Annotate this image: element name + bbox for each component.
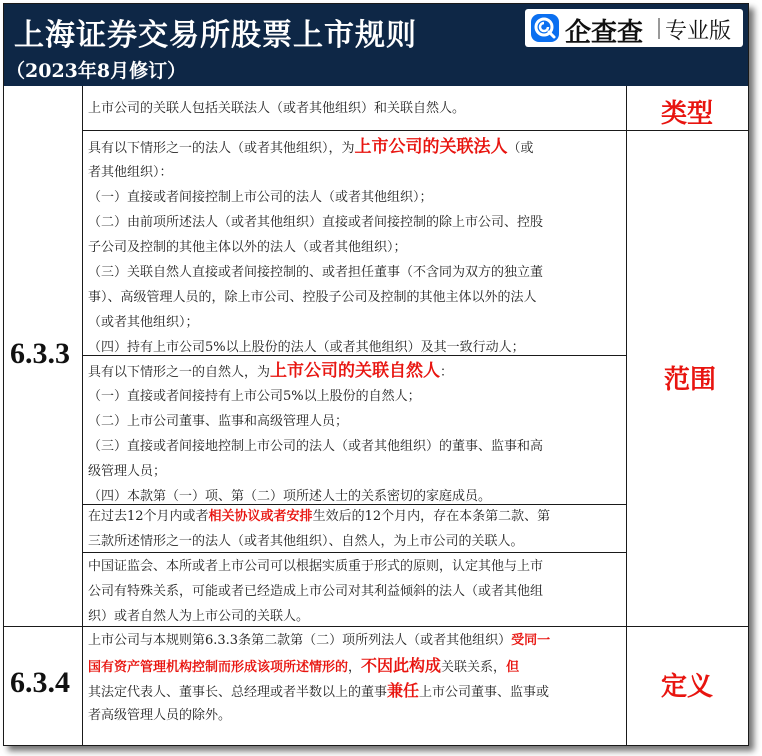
text-fragment: 关联关系， xyxy=(441,660,507,675)
text-fragment: ， xyxy=(348,660,362,675)
highlight-same-control: 受同一 xyxy=(511,633,551,648)
qichacha-logo-icon xyxy=(531,14,559,42)
row-divider xyxy=(82,130,748,131)
text-line xyxy=(88,653,624,678)
brand-badge xyxy=(525,9,743,47)
text-line: 级管理人员； xyxy=(88,464,167,479)
section-number-6-3-4: 6.3.4 xyxy=(10,666,70,699)
rules-card xyxy=(3,3,749,746)
text-line: （或者其他组织）； xyxy=(88,315,199,330)
text-line: 中国证监会、本所或者上市公司可以根据实质重于形式的原则，认定其他与上市 xyxy=(88,559,544,574)
header-banner xyxy=(4,4,748,86)
text-fragment: 具有以下情形之一的法人（或者其他组织），为 xyxy=(88,141,355,156)
page-title: 上海证券交易所股票上市规则 xyxy=(14,18,417,53)
cell-csrc-determination xyxy=(88,554,624,629)
text-fragment: 在过去12个月内或者 xyxy=(88,509,209,524)
text-line xyxy=(88,135,624,160)
brand-divider xyxy=(658,18,660,39)
text-line: 织）或者自然人为上市公司的关联人。 xyxy=(88,609,310,624)
text-fragment: 生效后的12个月内，存在本条第二款、第 xyxy=(312,509,551,524)
highlight-not-related: 不因此构成 xyxy=(361,656,442,675)
cell-related-natural-person xyxy=(88,359,624,509)
text-line: 子公司及控制的其他主体以外的法人（或者其他组织）； xyxy=(88,240,407,255)
highlight-concurrent: 兼任 xyxy=(387,681,420,700)
section-number-6-3-3: 6.3.3 xyxy=(10,337,70,370)
text-line: （四）持有上市公司5%以上股份的法人（或者其他组织）及其一致行动人； xyxy=(88,340,525,355)
text-line: （三）关联自然人直接或者间接控制的、或者担任董事（不含同为双方的独立董 xyxy=(88,265,544,280)
tag-type: 类型 xyxy=(661,99,714,129)
brand-name: 企查查 xyxy=(565,18,644,48)
text-fragment: 具有以下情形之一的自然人，为 xyxy=(88,365,271,380)
text-line: 公司有特殊关系，可能或者已经造成上市公司对其利益倾斜的法人（或者其他组 xyxy=(88,584,544,599)
text-line: （一）直接或者间接控制上市公司的法人（或者其他组织）； xyxy=(88,190,433,205)
brand-edition: 专业版 xyxy=(665,19,732,44)
text-line: （四）本款第（一）项、第（二）项所述人士的关系密切的家庭成员。 xyxy=(88,489,492,504)
text-line: 三款所述情形之一的法人（或者其他组织）、自然人，为上市公司的关联人。 xyxy=(88,534,524,549)
col-divider-left xyxy=(82,86,83,745)
text-line: 者高级管理人员的除外。 xyxy=(88,708,232,723)
text-fragment: ： xyxy=(440,365,454,380)
tag-definition: 定义 xyxy=(661,672,714,702)
text-line: （一）直接或者间接持有上市公司5%以上股份的自然人； xyxy=(88,389,421,404)
text-fragment: 上市公司与本规则第6.3.3条第二款第（二）项所列法人（或者其他组织） xyxy=(88,633,512,648)
highlight-agreement: 相关协议或者安排 xyxy=(208,509,313,524)
highlight-same-control: 国有资产管理机构控制而形成该项所述情形的 xyxy=(88,660,349,675)
text-line: （二）上市公司董事、监事和高级管理人员； xyxy=(88,414,349,429)
text-line xyxy=(88,628,624,653)
text-line: 者其他组织）： xyxy=(88,165,173,180)
text-fragment: 上市公司董事、监事或 xyxy=(419,685,550,700)
cell-related-party-types xyxy=(88,96,624,121)
page-subtitle: （2023年8月修订） xyxy=(6,60,187,82)
text-fragment: （或 xyxy=(507,141,534,156)
cell-exception-6-3-4 xyxy=(88,628,624,728)
cell-related-legal-person xyxy=(88,135,624,360)
highlight-but: 但 xyxy=(506,660,520,675)
text-line: （二）由前项所述法人（或者其他组织）直接或者间接控制的除上市公司、控股 xyxy=(88,215,544,230)
text-fragment: 其法定代表人、董事长、总经理或者半数以上的董事 xyxy=(88,685,388,700)
text-line xyxy=(88,504,624,529)
highlight-related-natural-person: 上市公司的关联自然人 xyxy=(270,361,441,381)
text-line: 上市公司的关联人包括关联法人（或者其他组织）和关联自然人。 xyxy=(88,101,466,116)
highlight-related-legal-person: 上市公司的关联法人 xyxy=(354,137,508,157)
text-line xyxy=(88,678,624,703)
cell-past-12-months xyxy=(88,504,624,554)
tag-scope: 范围 xyxy=(664,365,717,395)
text-line: （三）直接或者间接地控制上市公司的法人（或者其他组织）的董事、监事和高 xyxy=(88,439,544,454)
text-line xyxy=(88,359,624,384)
text-line: 事）、高级管理人员的，除上市公司、控股子公司及控制的其他主体以外的法人 xyxy=(88,290,537,305)
col-divider-right xyxy=(626,86,627,745)
